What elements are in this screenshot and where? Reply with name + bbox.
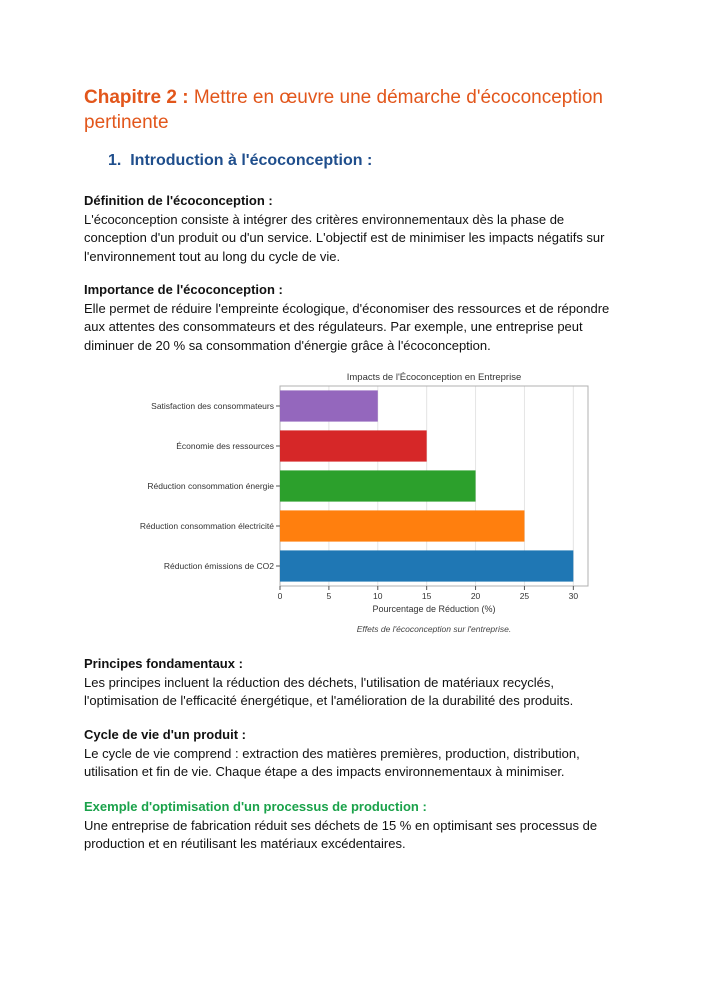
bar-1 bbox=[280, 390, 378, 421]
chapter-title-text: Mettre en œuvre une démarche d'écoconception pertinente bbox=[84, 87, 603, 133]
example-heading: Exemple d'optimisation d'un processus de production : bbox=[84, 799, 427, 814]
x-tick-label: 10 bbox=[373, 591, 383, 601]
principles-text: Les principes incluent la réduction des déchets, l'utilisation de matériaux recyclés, l'optimisation de l'efficacité énergétique, et l'amélioration de la durabilité des produits. bbox=[84, 674, 574, 708]
section-heading bbox=[108, 152, 372, 170]
x-tick-label: 5 bbox=[326, 591, 332, 601]
y-tick-label: Réduction consommation électricité bbox=[139, 521, 274, 531]
lifecycle-heading: Cycle de vie d'un produit : bbox=[84, 727, 246, 742]
definition-block bbox=[84, 192, 624, 266]
y-tick-label: Satisfaction des consommateurs bbox=[151, 401, 274, 411]
example-block bbox=[84, 798, 624, 854]
example-text: Une entreprise de fabrication réduit ses déchets de 15 % en optimisant ses processus de production et en réutilisant les matériaux excédentaires. bbox=[84, 817, 598, 851]
bar-5 bbox=[280, 550, 573, 581]
bar-2 bbox=[280, 430, 427, 461]
x-tick-label: 15 bbox=[421, 591, 432, 601]
importance-block bbox=[84, 281, 624, 355]
bar-3 bbox=[280, 470, 476, 501]
principles-heading: Principes fondamentaux : bbox=[84, 656, 243, 671]
chart-caption: Effets de l'écoconception sur l'entreprise. bbox=[356, 624, 512, 634]
bar-4 bbox=[280, 510, 524, 541]
definition-text: L'écoconception consiste à intégrer des critères environnementaux dès la phase de conception d'un produit ou d'un service. L'objectif est de minimiser les impacts négatifs sur l'environnement tout au long du cycle de vie. bbox=[84, 211, 605, 264]
x-tick-label: 20 bbox=[470, 591, 481, 601]
lifecycle-text: Le cycle de vie comprend : extraction des matières premières, production, distribution, utilisation et fin de vie. Chaque étape a des impacts environnementaux à minimiser. bbox=[84, 745, 580, 779]
section-number: 1. bbox=[108, 152, 122, 169]
y-tick-label: Réduction émissions de CO2 bbox=[163, 561, 274, 571]
section-title: Introduction à l'écoconception : bbox=[130, 152, 373, 169]
y-tick-label: Réduction consommation énergie bbox=[147, 481, 274, 491]
lifecycle-block bbox=[84, 726, 624, 782]
y-tick-label: Économie des ressources bbox=[176, 441, 274, 451]
chapter-label: Chapitre 2 : bbox=[84, 87, 189, 108]
chart-svg bbox=[110, 368, 600, 638]
chart-title: Impacts de l'Écoconception en Entreprise bbox=[346, 372, 522, 383]
principles-block bbox=[84, 655, 624, 711]
importance-heading: Importance de l'écoconception : bbox=[84, 282, 283, 297]
x-tick-label: 25 bbox=[519, 591, 530, 601]
importance-text: Elle permet de réduire l'empreinte écologique, d'économiser des ressources et de répondre aux attentes des consommateurs et des régulateurs. Par exemple, une entreprise peut diminuer de 20 % sa consommation d'énergie grâce à l'écoconception. bbox=[84, 300, 610, 353]
x-tick-label: 30 bbox=[568, 591, 579, 601]
impact-bar-chart bbox=[110, 368, 600, 638]
x-tick-label: 0 bbox=[277, 591, 283, 601]
chapter-title bbox=[84, 85, 644, 135]
x-axis-label: Pourcentage de Réduction (%) bbox=[372, 604, 496, 614]
definition-heading: Définition de l'écoconception : bbox=[84, 193, 273, 208]
